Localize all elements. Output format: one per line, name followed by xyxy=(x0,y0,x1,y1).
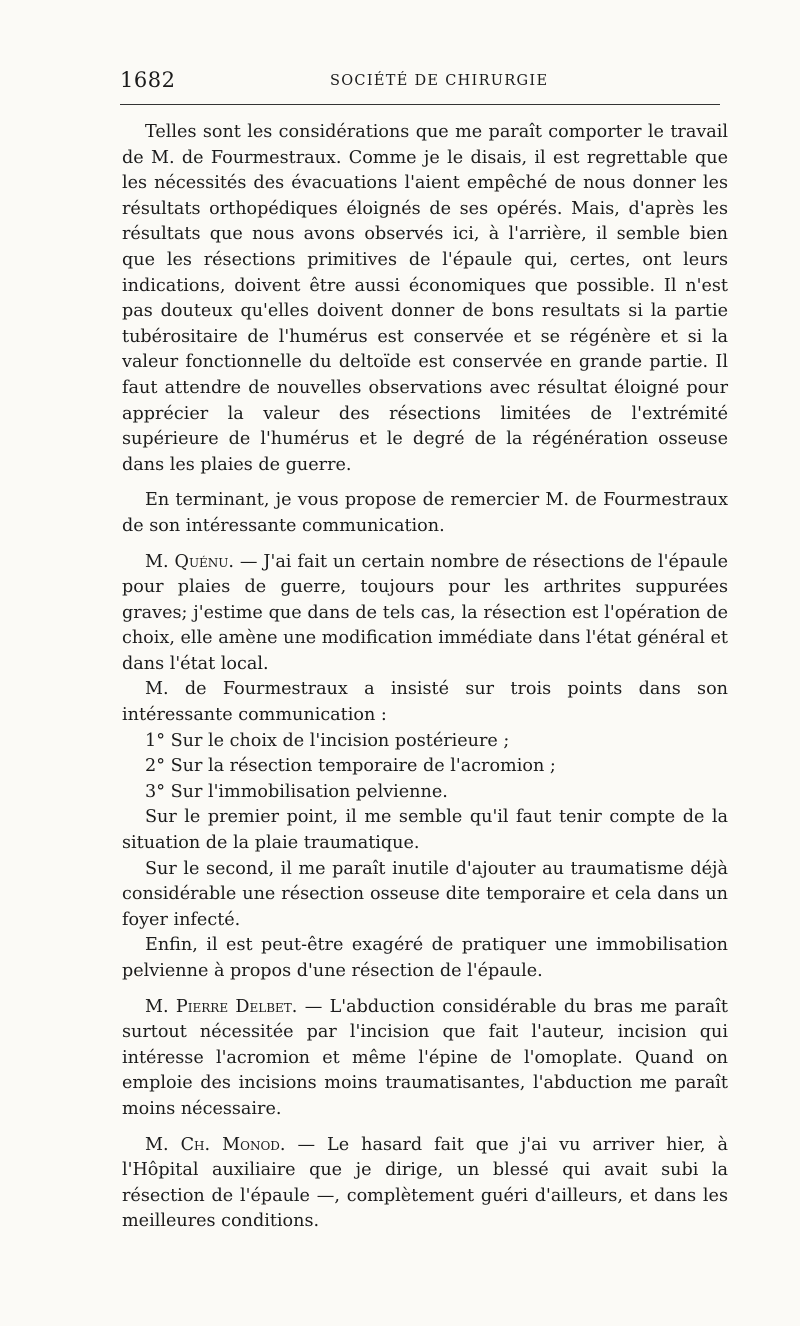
speaker-prefix: M. xyxy=(145,1134,169,1155)
speaker-monod-paragraph xyxy=(122,1133,728,1235)
paragraph-conclusion: En terminant, je vous propose de remercier M. de Fourmestraux de son intéressante communication. xyxy=(122,490,728,536)
page-header xyxy=(120,68,720,98)
queno-point-1: 1° Sur le choix de l'incision postérieure ; xyxy=(145,730,510,751)
queno-reply-2: Sur le second, il me paraît inutile d'ajouter au traumatisme déjà considérable une résection osseuse dite temporaire et cela dans un foyer infecté. xyxy=(122,858,728,930)
speaker-name-queno: Quénu. xyxy=(174,551,235,572)
speaker-prefix: M. xyxy=(145,996,169,1017)
running-title: SOCIÉTÉ DE CHIRURGIE xyxy=(330,73,549,89)
header-rule xyxy=(120,104,720,105)
speaker-monod-text: — Le hasard fait que j'ai vu arriver hier, à l'Hôpital auxiliaire que je dirige, un blessé qui avait subi la résection de l'épaule —, complètement guéri d'ailleurs, et dans les meilleures conditions. xyxy=(122,1134,728,1232)
queno-point-2: 2° Sur la résection temporaire de l'acromion ; xyxy=(145,756,556,777)
body-text xyxy=(122,120,728,1235)
page-number: 1682 xyxy=(120,68,176,92)
speaker-delbet-paragraph xyxy=(122,995,728,1123)
paragraph-considerations: Telles sont les considérations que me paraît comporter le travail de M. de Fourmestraux. Comme je le disais, il est regrettable que les nécessités des évacuations l'aient empêché de nous donner les résultats orthopédiques éloignés de ses opérés. Mais, d'après les résultats que nous avons observés ici, à l'arrière, il semble bien que les résections primitives de l'épaule qui, certes, ont leurs indications, doivent être aussi économiques que possible. Il n'est pas douteux qu'elles doivent donner de bons resultats si la partie tubérositaire de l'humérus est conservée et se régénère et si la valeur fonctionnelle du deltoïde est conservée en grande partie. Il faut attendre de nouvelles observations avec résultat éloigné pour apprécier la valeur des résections limitées de l'extrémité supérieure de l'humérus et le degré de la régénération osseuse dans les plaies de guerre. xyxy=(122,122,728,475)
queno-intro: M. de Fourmestraux a insisté sur trois points dans son intéressante communication : xyxy=(122,679,728,726)
queno-point-3: 3° Sur l'immobilisation pelvienne. xyxy=(145,781,448,802)
speaker-delbet-text: — L'abduction considérable du bras me paraît surtout nécessitée par l'incision que fait l'auteur, incision qui intéresse l'acromion et même l'épine de l'omoplate. Quand on emploie des incisions moins traumatisantes, l'abduction me paraît moins nécessaire. xyxy=(122,996,728,1119)
queno-reply-1: Sur le premier point, il me semble qu'il faut tenir compte de la situation de la plaie traumatique. xyxy=(122,807,728,854)
queno-reply-3: Enfin, il est peut-être exagéré de pratiquer une immobilisation pelvienne à propos d'une résection de l'épaule. xyxy=(122,935,728,981)
speaker-name-delbet: Pierre Delbet. xyxy=(175,996,298,1017)
speaker-queno-paragraph xyxy=(122,550,728,678)
speaker-prefix: M. xyxy=(145,551,169,572)
speaker-name-monod: Ch. Monod. xyxy=(180,1134,286,1155)
speaker-queno-text: — J'ai fait un certain nombre de résections de l'épaule pour plaies de guerre, toujours pour les arthrites suppurées graves; j'estime que dans de tels cas, la résection est l'opération de choix, elle amène une modification immédiate dans l'état général et dans l'état local. xyxy=(122,551,728,674)
